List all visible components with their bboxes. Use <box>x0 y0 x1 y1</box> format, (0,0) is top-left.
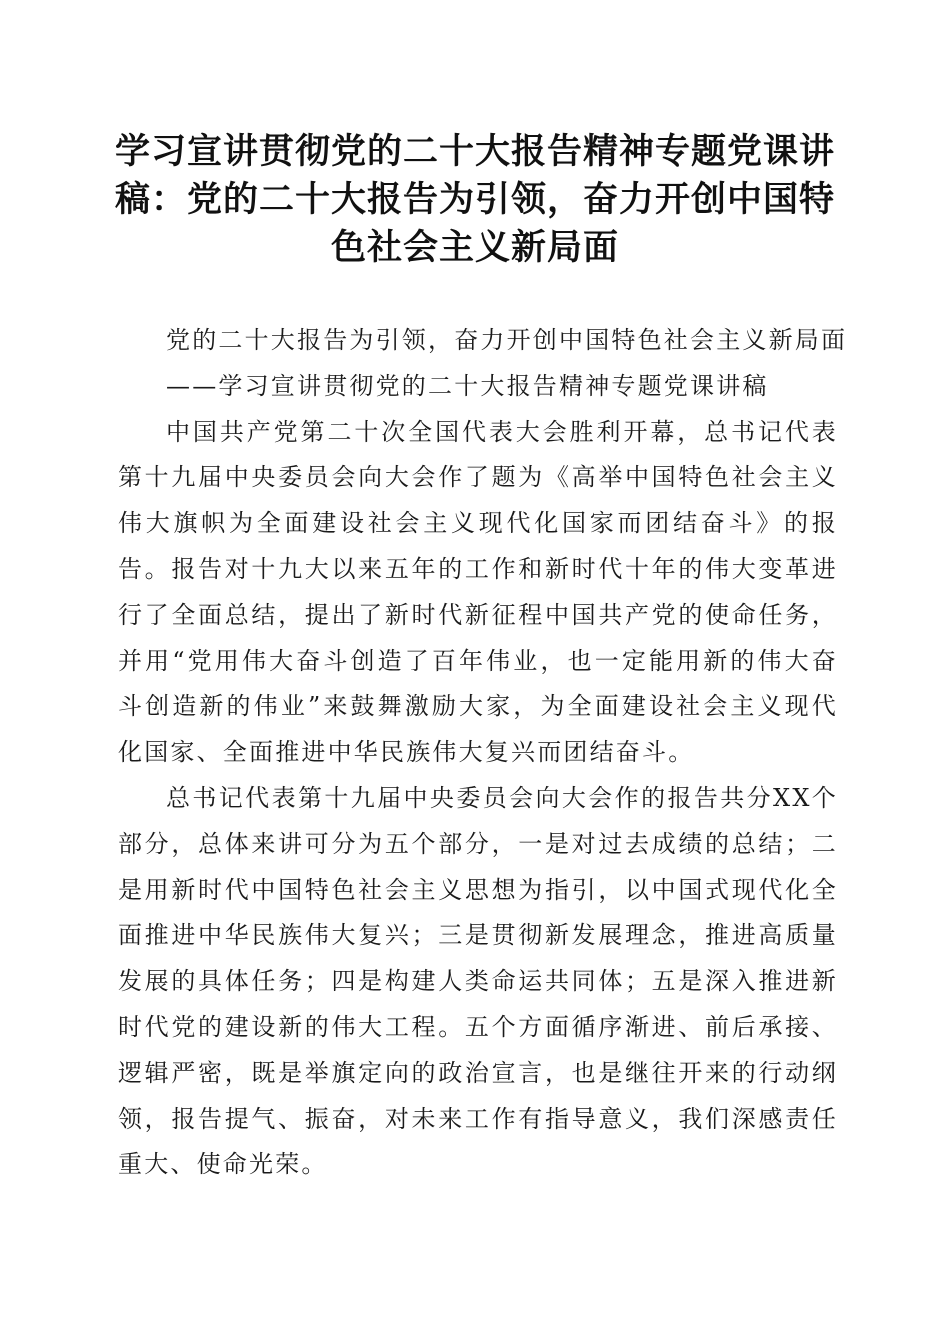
speech-subheading: ——学习宣讲贯彻党的二十大报告精神专题党课讲稿 <box>166 371 769 400</box>
document-body <box>118 318 848 1188</box>
speech-heading: 党的二十大报告为引领，奋力开创中国特色社会主义新局面 <box>166 326 848 354</box>
document-title <box>110 128 840 272</box>
paragraph-1: 中国共产党第二十次全国代表大会胜利开幕，总书记代表第十九届中央委员会向大会作了题为《高举中国特色社会主义伟大旗帜为全面建设社会主义现代化国家而团结奋斗》的报告。报告对十九大以来五年的工作和新时代十年的伟大变革进行了全面总结，提出了新时代新征程中国共产党的使命任务，并用“党用伟大奋斗创造了百年伟业，也一定能用新的伟大奋斗创造新的伟业”来鼓舞激励大家，为全面建设社会主义现代化国家、全面推进中华民族伟大复兴而团结奋斗。 <box>118 417 838 767</box>
title-line-1: 学习宣讲贯彻党的二十大报告精神专题党课讲 <box>114 131 835 172</box>
title-line-2: 稿：党的二十大报告为引领，奋力开创中国特 <box>114 179 835 220</box>
paragraph-2: 总书记代表第十九届中央委员会向大会作的报告共分XX个部分，总体来讲可分为五个部分，一是对过去成绩的总结；二是用新时代中国特色社会主义思想为指引，以中国式现代化全面推进中华民族伟大复兴；三是贯彻新发展理念，推进高质量发展的具体任务；四是构建人类命运共同体；五是深入推进新时代党的建设新的伟大工程。五个方面循序渐进、前后承接、逻辑严密，既是举旗定向的政治宣言，也是继往开来的行动纲领，报告提气、振奋，对未来工作有指导意义，我们深感责任重大、使命光荣。 <box>118 783 838 1179</box>
title-line-3: 色社会主义新局面 <box>330 227 619 268</box>
